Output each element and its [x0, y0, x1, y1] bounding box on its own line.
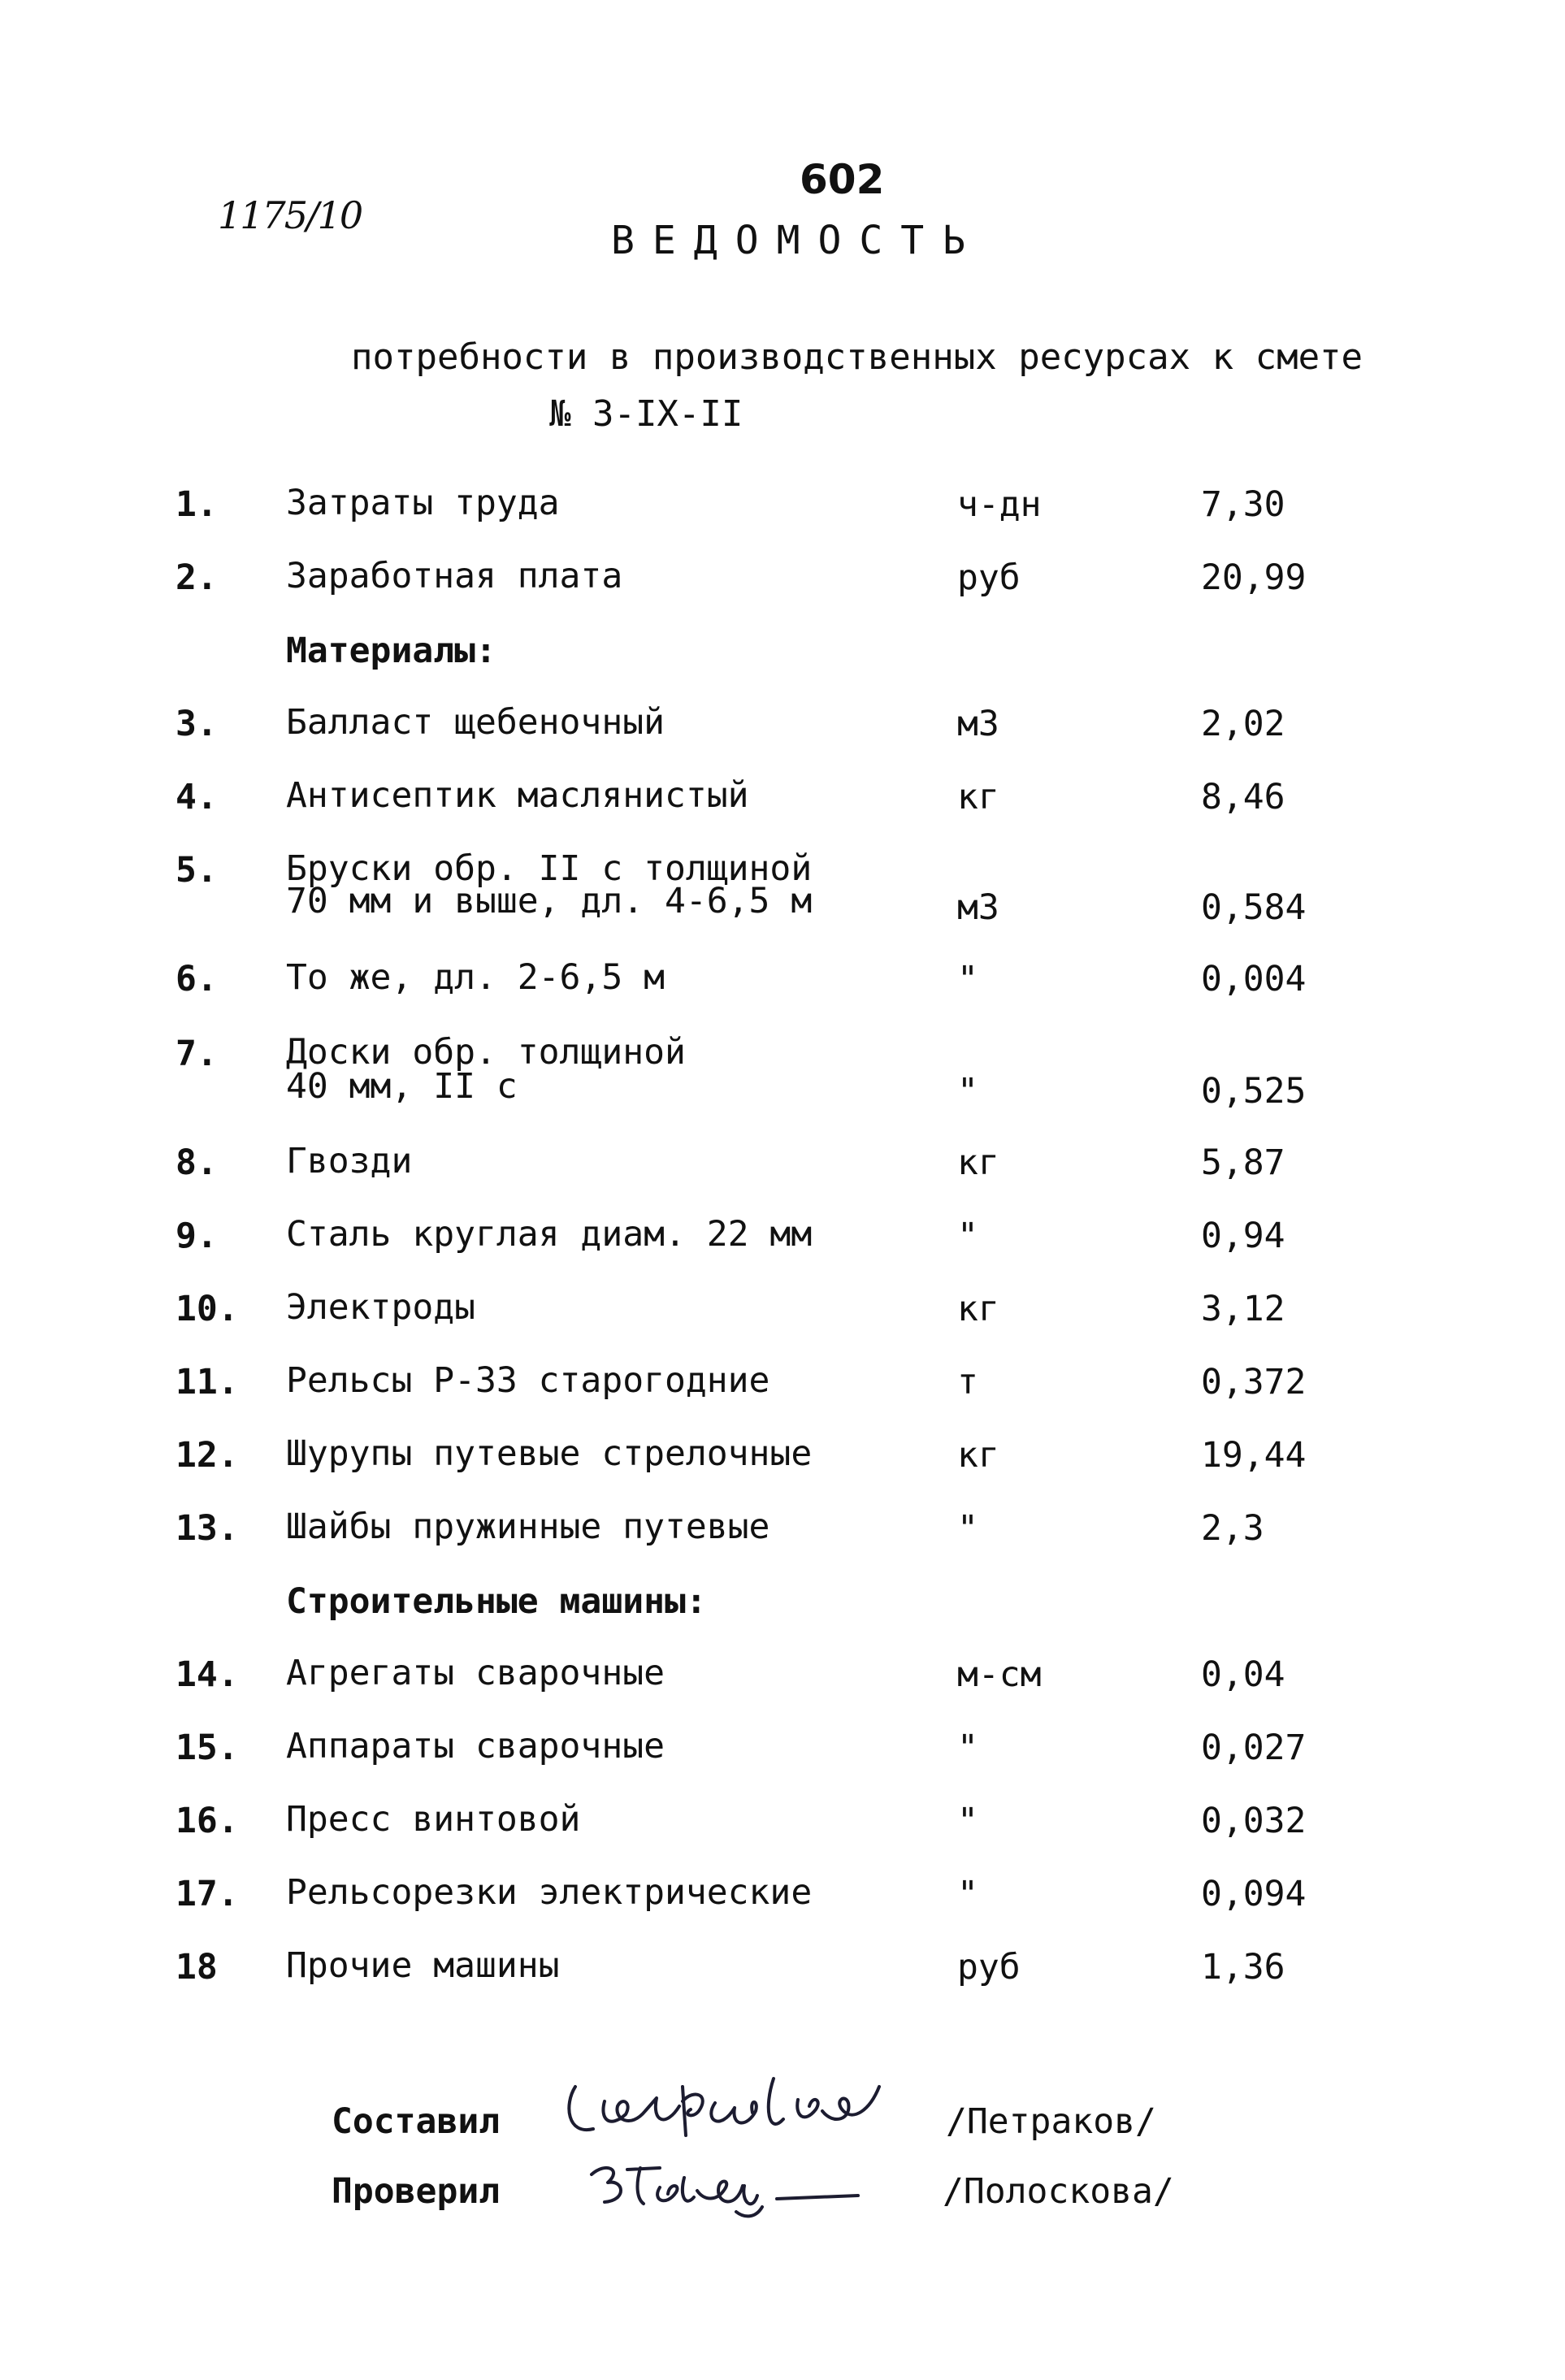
row-quantity: 0,525 [1201, 1071, 1307, 1112]
row-number: 2. [176, 557, 218, 598]
checked-by-name: /Полоскова/ [943, 2171, 1174, 2212]
row-name: Гвозди [286, 1141, 413, 1181]
row-quantity: 0,94 [1201, 1216, 1285, 1256]
row-quantity: 19,44 [1201, 1435, 1307, 1476]
estimate-number: № 3-IX-II [549, 393, 743, 435]
row-quantity: 5,87 [1201, 1142, 1285, 1183]
row-number: 15. [176, 1728, 239, 1768]
row-quantity: 0,584 [1201, 887, 1307, 928]
row-number: 13. [176, 1508, 239, 1549]
row-unit: кг [957, 1142, 999, 1183]
row-unit: кг [957, 1435, 999, 1476]
row-unit: м3 [957, 704, 999, 744]
row-number: 5. [176, 850, 218, 891]
row-number: 1. [176, 484, 218, 525]
row-name-line1: Бруски обр. II с толщиной [286, 848, 813, 889]
row-unit: " [957, 1071, 978, 1112]
row-name: Шурупы путевые стрелочные [286, 1433, 813, 1474]
row-unit: ч-дн [957, 484, 1042, 525]
row-number: 6. [176, 959, 218, 999]
row-name: Электроды [286, 1287, 475, 1328]
row-name: Пресс винтовой [286, 1799, 581, 1840]
compiled-by-label: Составил [332, 2101, 501, 2142]
section-heading-materials: Материалы: [286, 631, 496, 671]
page-number: 602 [800, 156, 885, 203]
row-unit: " [957, 959, 978, 999]
row-name: Сталь круглая диам. 22 мм [286, 1214, 813, 1255]
row-quantity: 0,04 [1201, 1654, 1285, 1695]
row-name: Шайбы пружинные путевые [286, 1506, 770, 1547]
signature-poloskova [582, 2150, 874, 2223]
row-name: Рельсорезки электрические [286, 1872, 813, 1913]
row-number: 11. [176, 1362, 239, 1402]
row-name: Аппараты сварочные [286, 1726, 665, 1767]
row-name: Рельсы Р-33 старогодние [286, 1360, 770, 1401]
row-name: Антисептик маслянистый [286, 775, 749, 816]
row-number: 4. [176, 777, 218, 817]
row-unit: кг [957, 1289, 999, 1329]
row-quantity: 2,3 [1201, 1508, 1264, 1549]
row-name: То же, дл. 2-6,5 м [286, 957, 665, 998]
row-unit: руб [957, 557, 1021, 598]
row-quantity: 1,36 [1201, 1947, 1285, 1988]
row-number: 10. [176, 1289, 239, 1329]
row-unit: " [957, 1874, 978, 1914]
row-name: Затраты труда [286, 483, 560, 523]
section-heading-machines: Строительные машины: [286, 1581, 707, 1622]
row-number: 18 [176, 1947, 218, 1988]
row-number: 17. [176, 1874, 239, 1914]
row-unit: т [957, 1362, 978, 1402]
row-quantity: 20,99 [1201, 557, 1307, 598]
row-number: 16. [176, 1801, 239, 1841]
checked-by-label: Проверил [332, 2171, 501, 2212]
row-unit: м3 [957, 887, 999, 928]
row-quantity: 0,372 [1201, 1362, 1307, 1402]
compiled-by-name: /Петраков/ [946, 2101, 1156, 2142]
row-quantity: 7,30 [1201, 484, 1285, 525]
reference-number: 1175/10 [218, 193, 362, 237]
document-title: ВЕДОМОСТЬ [611, 218, 984, 263]
row-name-line2: 70 мм и выше, дл. 4-6,5 м [286, 881, 813, 921]
signature-petrakov [561, 2054, 918, 2144]
row-quantity: 8,46 [1201, 777, 1285, 817]
row-number: 12. [176, 1435, 239, 1476]
row-unit: руб [957, 1947, 1021, 1988]
row-number: 9. [176, 1216, 218, 1256]
row-quantity: 0,094 [1201, 1874, 1307, 1914]
row-quantity: 2,02 [1201, 704, 1285, 744]
row-quantity: 3,12 [1201, 1289, 1285, 1329]
row-name: Прочие машины [286, 1945, 560, 1986]
document-subtitle: потребности в производственных ресурсах к смете [351, 336, 1363, 378]
row-unit: " [957, 1216, 978, 1256]
row-unit: кг [957, 777, 999, 817]
row-quantity: 0,027 [1201, 1728, 1307, 1768]
row-number: 8. [176, 1142, 218, 1183]
row-quantity: 0,004 [1201, 959, 1307, 999]
row-unit: " [957, 1728, 978, 1768]
row-quantity: 0,032 [1201, 1801, 1307, 1841]
row-number: 14. [176, 1654, 239, 1695]
row-unit: " [957, 1508, 978, 1549]
row-name: Заработная плата [286, 556, 623, 596]
row-name-line1: Доски обр. толщиной [286, 1032, 686, 1073]
row-name: Балласт щебеночный [286, 702, 665, 743]
row-unit: " [957, 1801, 978, 1841]
row-unit: м-см [957, 1654, 1042, 1695]
row-number: 7. [176, 1034, 218, 1074]
row-number: 3. [176, 704, 218, 744]
row-name: Агрегаты сварочные [286, 1653, 665, 1693]
row-name-line2: 40 мм, II с [286, 1066, 518, 1107]
